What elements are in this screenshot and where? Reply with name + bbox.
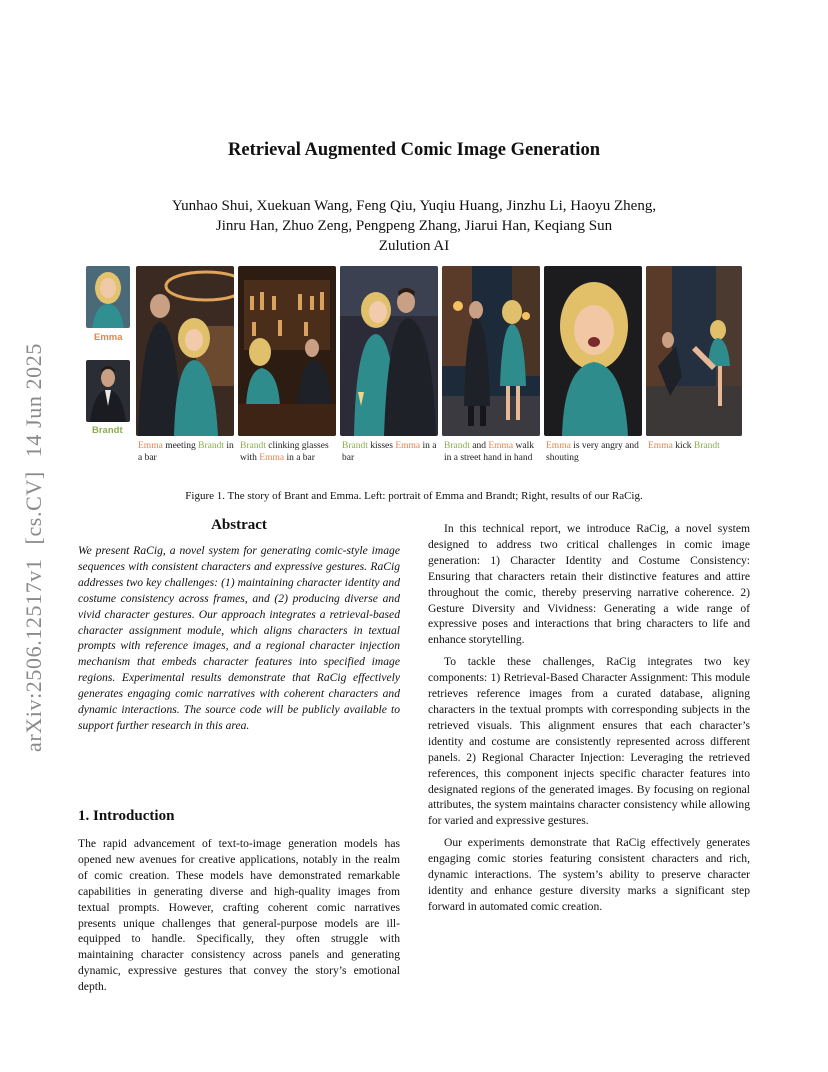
brandt-portrait-image bbox=[86, 360, 130, 422]
intro-paragraph-2: In this technical report, we introduce RaCig, a novel system designed to address two critical challenges in comic image generation: 1) Character Identity and Costume Consistency: Ensuring that characters retain their distinctive features and attire throughout the comic, thereby preserving narrative coherence. 2) Gesture Diversity and Vividness: Generating a wide range of expressive poses and interactions that bring characters to life and enhance storytelling. bbox=[428, 522, 750, 647]
intro-column-left bbox=[78, 836, 400, 995]
arxiv-date: 14 Jun 2025 bbox=[21, 343, 46, 458]
intro-paragraph-4: Our experiments demonstrate that RaCig effectively generates engaging comic stories featuring consistent characters and rich, dynamic interactions. The system’s ability to preserve character identity and enhance gesture diversity marks a significant step forward in automated comic creation. bbox=[428, 836, 750, 913]
introduction-heading: 1. Introduction bbox=[78, 808, 175, 824]
emma-portrait-image bbox=[86, 266, 130, 328]
panel-clinking-image bbox=[238, 266, 336, 436]
arxiv-stamp bbox=[12, 292, 56, 752]
caption-panel-3: Brandt kisses Emma in a bar bbox=[342, 441, 437, 463]
panel-street-image bbox=[442, 266, 540, 436]
figure-caption: Figure 1. The story of Brant and Emma. Left: portrait of Emma and Brandt; Right, results of our RaCig. bbox=[185, 490, 643, 502]
intro-paragraph-3: To tackle these challenges, RaCig integrates two key components: 1) Retrieval-Based Character Assignment: This module retrieves reference images from a curated database, aligning characters in the textual prompts with corresponding subjects in the retrieved visuals. This alignment ensures that each character’s identity and costume are consistently represented across different panels. 2) Regional Character Injection: Leveraging the retrieved references, this component injects specific character features into designated regions of the generated images. By focusing on regional attributes, the system maintains character consistency while allowing for varied and expressive gestures. bbox=[428, 655, 750, 828]
caption-panel-5: Emma is very angry and shouting bbox=[546, 441, 639, 463]
caption-panel-1: Emma meeting Brandt in a bar bbox=[138, 441, 234, 463]
author-block bbox=[120, 196, 708, 256]
panel-kick-image bbox=[646, 266, 742, 436]
brandt-portrait-label: Brandt bbox=[92, 425, 123, 436]
abstract-text: We present RaCig, a novel system for generating comic-style image sequences with consistent characters and expressive gestures. RaCig addresses two key challenges: (1) maintaining character identity and costume consistency across frames, and (2) producing diverse and vivid character gestures. Our approach integrates a retrieval-based character assignment module, which aligns characters in textual prompts with reference images, and a regional character injection mechanism that embeds character features into specified image regions. Experimental results demonstrate that RaCig effectively generates engaging comic narratives with coherent characters and dynamic interactions. The source code will be publicly available to support further research in this area. bbox=[78, 544, 400, 732]
panel-angry-image bbox=[544, 266, 642, 436]
arxiv-category: [cs.CV] bbox=[21, 471, 46, 545]
intro-paragraph-1: The rapid advancement of text-to-image generation models has opened new avenues for creative applications, notably in the realm of comic creation. These models have demonstrated remarkable capabilities in generating diverse and high-quality images from textual prompts. However, crafting coherent comic narratives presents unique challenges that general-purpose models are ill-equipped to handle. Specifically, they often struggle with maintaining character consistency across panels and generating dynamic, expressive gestures that convey the story’s emotional depth. bbox=[78, 837, 400, 994]
author-line-1: Yunhao Shui, Xuekuan Wang, Feng Qiu, Yuqiu Huang, Jinzhu Li, Haoyu Zheng, bbox=[171, 198, 657, 214]
panel-kiss-image bbox=[340, 266, 438, 436]
paper-title: Retrieval Augmented Comic Image Generation bbox=[228, 140, 600, 160]
caption-panel-4: Brandt and Emma walk in a street hand in hand bbox=[444, 441, 534, 463]
intro-column-right bbox=[428, 521, 750, 921]
caption-panel-6: Emma kick Brandt bbox=[648, 441, 720, 451]
panel-meeting-image bbox=[136, 266, 234, 436]
arxiv-id: arXiv:2506.12517v1 bbox=[21, 558, 46, 752]
abstract-heading: Abstract bbox=[211, 517, 267, 533]
affiliation: Zulution AI bbox=[378, 238, 450, 254]
caption-panel-2: Brandt clinking glasses with Emma in a bar bbox=[240, 441, 329, 463]
author-line-2: Jinru Han, Zhuo Zeng, Pengpeng Zhang, Jiarui Han, Keqiang Sun bbox=[215, 218, 613, 234]
emma-portrait-label: Emma bbox=[94, 332, 123, 343]
